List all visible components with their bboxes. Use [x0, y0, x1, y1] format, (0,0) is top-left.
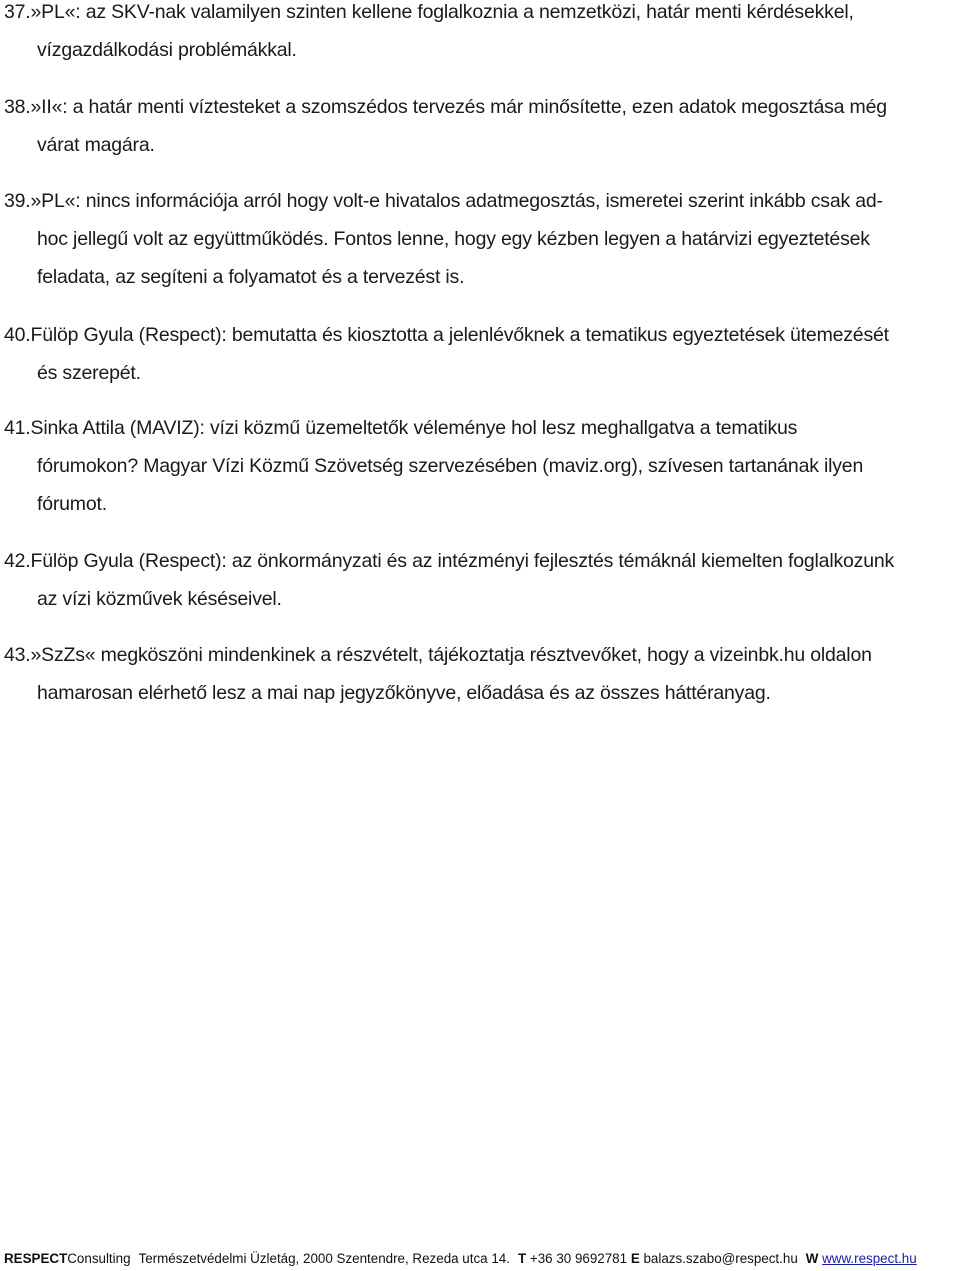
item-line	[4, 182, 956, 220]
item-line	[4, 88, 956, 126]
item-line	[4, 0, 956, 31]
list-item-39	[4, 182, 956, 296]
footer-web-link[interactable]: www.respect.hu	[822, 1251, 917, 1266]
footer-brand-rest: Consulting	[67, 1251, 131, 1266]
item-text: várat magára.	[37, 134, 155, 156]
item-text: hoc jellegű volt az együttműködés. Fontos lenne, hogy egy kézben legyen a határvizi egyeztetések	[37, 228, 870, 250]
list-item-42	[4, 542, 956, 618]
item-number: 37.	[4, 1, 31, 23]
item-text: fórumot.	[37, 493, 107, 515]
footer-brand-bold: RESPECT	[4, 1251, 68, 1266]
item-text: Fülöp Gyula (Respect): az önkormányzati és az intézményi fejlesztés témáknál kiemelten foglalkozunk	[30, 550, 895, 572]
item-number: 40.	[4, 324, 31, 346]
footer-phone-label: T	[517, 1251, 527, 1266]
item-number: 41.	[4, 417, 31, 439]
list-item-37	[4, 0, 956, 69]
list-item-38	[4, 88, 956, 164]
item-line	[4, 316, 956, 354]
item-text: hamarosan elérhető lesz a mai nap jegyzőkönyve, előadása és az összes háttéranyag.	[37, 682, 771, 704]
item-number: 38.	[4, 96, 31, 118]
item-text: Sinka Attila (MAVIZ): vízi közmű üzemeltetők véleménye hol lesz meghallgatva a tematikus	[30, 417, 798, 439]
footer-email-label: E	[630, 1251, 640, 1266]
item-text: »PL«: az SKV-nak valamilyen szinten kellene foglalkoznia a nemzetközi, határ menti kérdésekkel,	[30, 1, 854, 23]
footer-web-label: W	[805, 1251, 819, 1266]
footer-address: Természetvédelmi Üzletág, 2000 Szentendre, Rezeda utca 14.	[138, 1251, 510, 1266]
item-number: 39.	[4, 190, 31, 212]
item-text: és szerepét.	[37, 362, 141, 384]
item-line	[4, 636, 956, 674]
list-item-41	[4, 409, 956, 523]
item-text: feladata, az segíteni a folyamatot és a tervezést is.	[37, 266, 465, 288]
item-text: fórumokon? Magyar Vízi Közmű Szövetség szervezésében (maviz.org), szívesen tartanának ilyen	[37, 455, 864, 477]
list-item-43	[4, 636, 956, 712]
footer-email[interactable]: balazs.szabo@respect.hu	[643, 1251, 798, 1266]
item-line	[4, 542, 956, 580]
item-text: Fülöp Gyula (Respect): bemutatta és kiosztotta a jelenlévőknek a tematikus egyeztetések ütemezését	[30, 324, 889, 346]
page-footer	[4, 1249, 956, 1269]
item-text: »PL«: nincs információja arról hogy volt-e hivatalos adatmegosztás, ismeretei szerint inkább csak ad-	[30, 190, 883, 212]
item-number: 42.	[4, 550, 31, 572]
item-text: vízgazdálkodási problémákkal.	[37, 39, 297, 61]
item-line	[4, 409, 956, 447]
list-item-40	[4, 316, 956, 392]
item-number: 43.	[4, 644, 31, 666]
item-text: »II«: a határ menti víztesteket a szomszédos tervezés már minősítette, ezen adatok megosztása még	[30, 96, 887, 118]
footer-phone: +36 30 9692781	[529, 1251, 628, 1266]
item-text: az vízi közművek késéseivel.	[37, 588, 282, 610]
item-text: »SzZs« megköszöni mindenkinek a részvételt, tájékoztatja résztvevőket, hogy a vizeinbk.hu oldalon	[30, 644, 872, 666]
